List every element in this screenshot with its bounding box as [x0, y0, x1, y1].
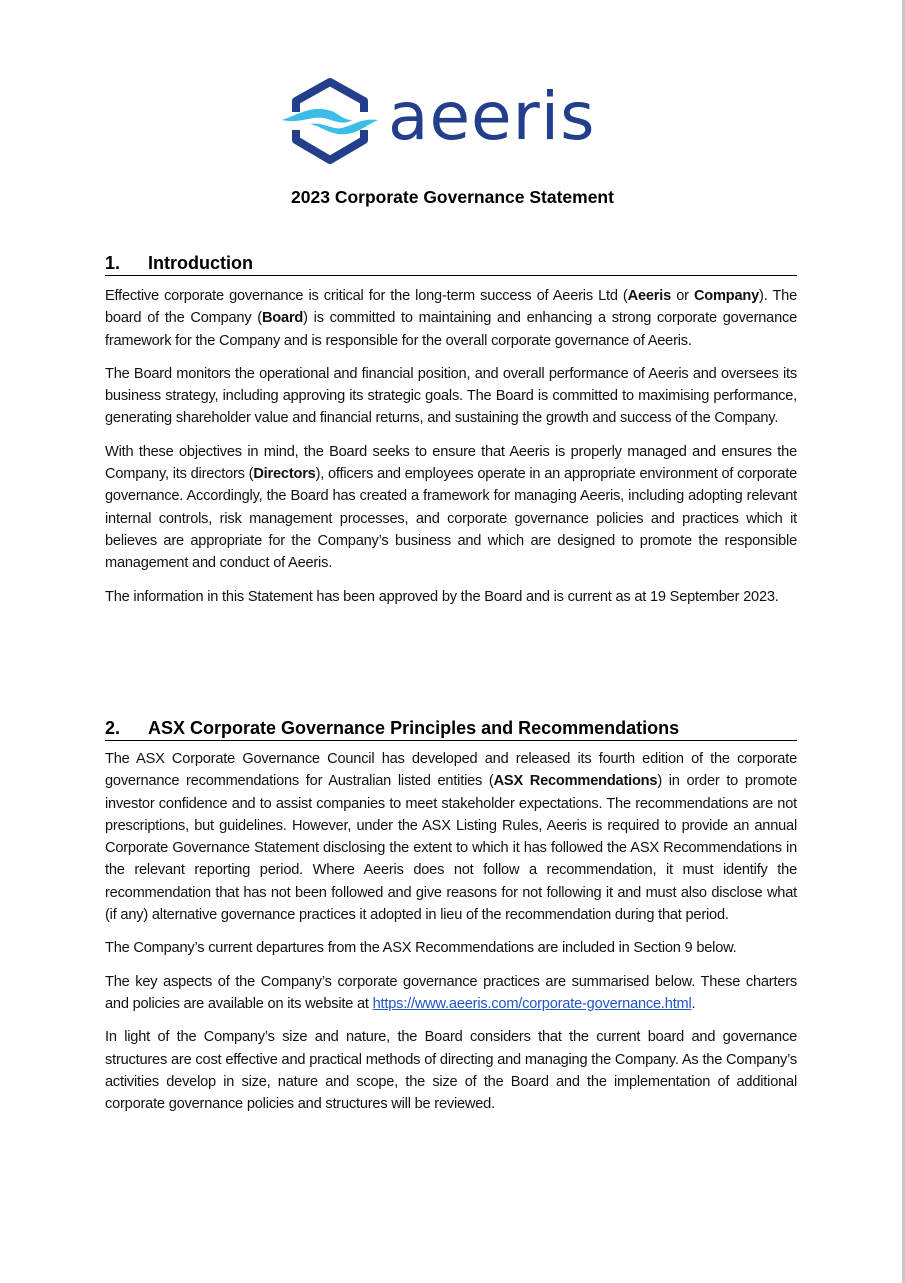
- text: ). The board of the Company (: [105, 288, 798, 327]
- paragraph: The information in this Statement has been approved by the Board and is current as at 19 September 2023.: [105, 588, 779, 605]
- defined-term: Company: [693, 288, 760, 304]
- section-number: 1.: [105, 253, 121, 273]
- document-title: 2023 Corporate Governance Statement: [291, 187, 614, 207]
- paragraph: In light of the Company’s size and nature, the Board considers that the current board and governance structures are cost effective and practical methods of directing and managing the Company. As the Company’s activities develop in size, nature and scope, the size of the Board and the implementation of additional corporate governance policies and structures will be reviewed.: [105, 1029, 797, 1113]
- text: or: [671, 288, 694, 304]
- paragraph: [105, 971, 797, 1016]
- paragraph: [105, 285, 797, 352]
- section-heading: [105, 718, 797, 741]
- section-introduction: [105, 253, 797, 619]
- section-title: ASX Corporate Governance Principles and Recommendations: [148, 718, 680, 738]
- defined-term: ASX Recommendations: [493, 773, 658, 790]
- defined-term: Directors: [253, 466, 316, 483]
- section-number: 2.: [105, 718, 121, 738]
- hexagon-wave-icon: [280, 76, 380, 166]
- text: ) is committed to maintaining and enhancing a strong corporate governance framework for the Company and is responsible for the overall corporate governance of Aeeris.: [105, 310, 798, 349]
- text: Effective corporate governance is critical for the long-term success of Aeeris Ltd (: [105, 288, 628, 304]
- logo-wordmark: aeeris: [388, 78, 596, 155]
- text: ), officers and employees operate in an appropriate environment of corporate governance. Accordingly, the Board has created a framework for managing Aeeris, including adopting relevant internal controls, risk management processes, and corporate governance policies and practices which it believes are appropriate for the Company’s business and which are designed to promote the responsible management and conduct of Aeeris.: [105, 466, 797, 572]
- section-asx-principles: [105, 718, 797, 1126]
- section-title: Introduction: [148, 253, 253, 273]
- company-logo: [280, 76, 612, 166]
- defined-term: Board: [261, 310, 304, 327]
- text: The key aspects of the Company’s corporate governance practices are summarised below. These charters and policies are available on its website at: [105, 973, 797, 1012]
- governance-website-link[interactable]: https://www.aeeris.com/corporate-governance.html: [372, 995, 692, 1012]
- paragraph: [105, 748, 797, 926]
- defined-term: Aeeris: [627, 288, 672, 304]
- paragraph: The Company’s current departures from the ASX Recommendations are included in Section 9 below.: [105, 940, 737, 957]
- section-heading: [105, 253, 797, 276]
- paragraph: [105, 441, 797, 575]
- text: .: [691, 995, 696, 1012]
- text: The ASX Corporate Governance Council has developed and released its fourth edition of the corporate governance recommendations for Australian listed entities (: [105, 751, 797, 790]
- text: With these objectives in mind, the Board seeks to ensure that Aeeris is properly managed and ensures the Company, its directors (: [105, 443, 797, 483]
- paragraph: The Board monitors the operational and financial position, and overall performance of Aeeris and oversees its business strategy, including approving its strategic goals. The Board is committed to maximising performance, generating shareholder value and financial returns, and sustaining the growth and success of the Company.: [105, 365, 797, 427]
- text: ) in order to promote investor confidence and to assist companies to meet stakeholder expectations. The recommendations are not prescriptions, but guidelines. However, under the ASX Listing Rules, Aeeris is required to provide an annual Corporate Governance Statement disclosing the extent to which it has followed the ASX Recommendations in the relevant reporting period. Where Aeeris does not follow a recommendation, it must identify the recommendation that has not been followed and give reasons for not following it and must also disclose what (if any) alternative governance practices it adopted in lieu of the recommendation during that period.: [105, 773, 798, 924]
